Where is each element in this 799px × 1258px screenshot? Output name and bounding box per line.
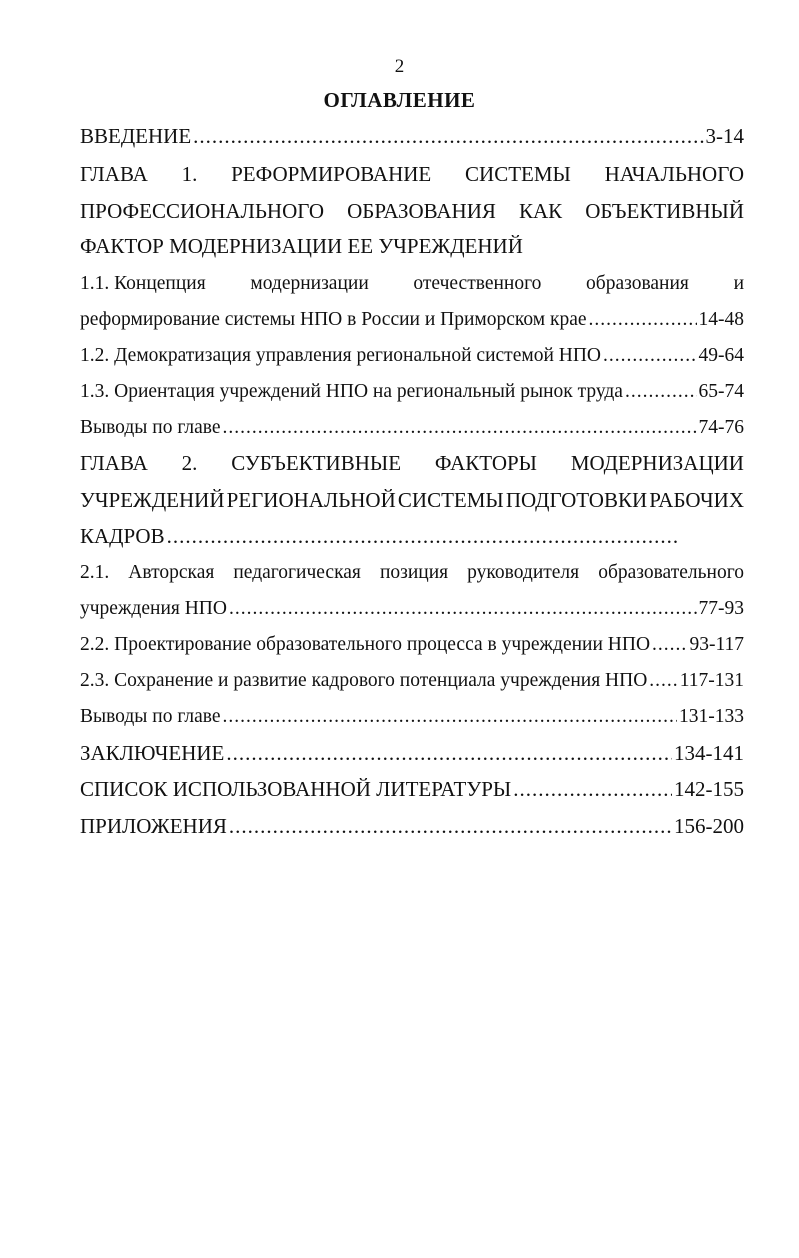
dot-leader (229, 808, 672, 844)
word: 1.1. Концепция (80, 273, 206, 294)
entry-title: 2.2. Проектирование образовательного процесса в учреждении НПО (80, 634, 651, 655)
toc-section-2-1-line-2[interactable] (80, 591, 744, 627)
toc-chapter-2-line-1[interactable] (80, 445, 744, 481)
word: РЕФОРМИРОВАНИЕ (231, 162, 432, 186)
word: НАЧАЛЬНОГО (604, 162, 744, 186)
entry-title: КАДРОВ (80, 524, 165, 548)
dot-leader (222, 410, 696, 446)
word: Авторская (128, 562, 215, 583)
toc-chapter-2-line-2[interactable] (80, 482, 744, 518)
dot-leader (167, 518, 678, 554)
entry-title: ВВЕДЕНИЕ (80, 124, 192, 148)
toc-entry-conclusion[interactable] (80, 735, 744, 771)
word: 2. (181, 451, 198, 475)
entry-title: Выводы по главе (80, 706, 221, 727)
toc-section-2-3[interactable] (80, 663, 744, 699)
entry-pages: 74-76 (698, 417, 744, 438)
entry-title: СПИСОК ИСПОЛЬЗОВАННОЙ ЛИТЕРАТУРЫ (80, 777, 512, 801)
entry-pages: 49-64 (698, 345, 744, 366)
dot-leader (222, 699, 677, 735)
word: и (733, 273, 744, 294)
dot-leader (226, 735, 672, 771)
entry-pages: 142-155 (674, 777, 744, 801)
entry-title: 2.3. Сохранение и развитие кадрового потенциала учреждения НПО (80, 670, 648, 691)
toc-chapter-1-line-2[interactable] (80, 193, 744, 229)
word: ГЛАВА (80, 162, 148, 186)
toc-section-2-1-line-1[interactable] (80, 555, 744, 591)
word: ПОДГОТОВКИ (505, 488, 648, 512)
toc-section-1-1-line-1[interactable] (80, 266, 744, 302)
toc-section-1-3[interactable] (80, 374, 744, 410)
word: 2.1. (80, 562, 110, 583)
entry-title: учреждения НПО (80, 598, 227, 619)
toc-chapter-1-line-1[interactable] (80, 156, 744, 192)
word: РАБОЧИХ (649, 488, 744, 512)
toc-entry-appendix[interactable] (80, 808, 744, 844)
word: педагогическая (233, 562, 361, 583)
entry-title: 1.2. Демократизация управления региональной системой НПО (80, 345, 601, 366)
toc-conclusions-chapter-1[interactable] (80, 410, 744, 446)
toc-chapter-1-line-3[interactable]: ФАКТОР МОДЕРНИЗАЦИИ ЕЕ УЧРЕЖДЕНИЙ (80, 234, 523, 258)
word: МОДЕРНИЗАЦИИ (570, 451, 744, 475)
word: отечественного (413, 273, 542, 294)
word: ГЛАВА (80, 451, 148, 475)
entry-title: Выводы по главе (80, 417, 221, 438)
toc-entry-bibliography[interactable] (80, 771, 744, 807)
word: ОБРАЗОВАНИЯ (347, 199, 496, 223)
toc-entry-intro[interactable] (80, 118, 744, 154)
entry-pages: 65-74 (698, 381, 744, 402)
entry-pages: 77-93 (698, 598, 744, 619)
dot-leader (652, 627, 687, 663)
word: ПРОФЕССИОНАЛЬНОГО (80, 199, 325, 223)
entry-title: 1.3. Ориентация учреждений НПО на региональный рынок труда (80, 381, 623, 402)
entry-pages: 14-48 (698, 309, 744, 330)
entry-pages: 131-133 (679, 706, 744, 727)
word: образования (586, 273, 689, 294)
word: позиция (379, 562, 449, 583)
word: УЧРЕЖДЕНИЙ (80, 488, 225, 512)
word: РЕГИОНАЛЬНОЙ (226, 488, 396, 512)
entry-pages: 3-14 (705, 124, 744, 148)
entry-title: ЗАКЛЮЧЕНИЕ (80, 741, 225, 765)
dot-leader (625, 374, 697, 410)
word: образовательного (598, 562, 744, 583)
toc-title: ОГЛАВЛЕНИЕ (323, 88, 476, 112)
toc-chapter-2-line-3[interactable] (80, 518, 680, 554)
toc-section-1-2[interactable] (80, 338, 744, 374)
dot-leader (649, 663, 677, 699)
word: СИСТЕМЫ (465, 162, 571, 186)
dot-leader (513, 771, 672, 807)
word: СУБЪЕКТИВНЫЕ (231, 451, 402, 475)
word: руководителя (467, 562, 580, 583)
dot-leader (603, 338, 697, 374)
dot-leader (589, 302, 697, 338)
toc-conclusions-chapter-2[interactable] (80, 699, 744, 735)
word: ОБЪЕКТИВНЫЙ (585, 199, 744, 223)
word: СИСТЕМЫ (397, 488, 504, 512)
word: ФАКТОРЫ (434, 451, 537, 475)
entry-title: реформирование системы НПО в России и Приморском крае (80, 309, 587, 330)
entry-title: ПРИЛОЖЕНИЯ (80, 814, 227, 838)
page-number: 2 (394, 56, 405, 77)
toc-section-2-2[interactable] (80, 627, 744, 663)
dot-leader (229, 591, 697, 627)
dot-leader (193, 118, 703, 154)
entry-pages: 134-141 (674, 741, 744, 765)
toc-section-1-1-line-2[interactable] (80, 302, 744, 338)
word: модернизации (250, 273, 369, 294)
word: КАК (518, 199, 563, 223)
entry-pages: 156-200 (674, 814, 744, 838)
entry-pages: 117-131 (679, 670, 744, 691)
entry-pages: 93-117 (689, 634, 744, 655)
word: 1. (181, 162, 198, 186)
